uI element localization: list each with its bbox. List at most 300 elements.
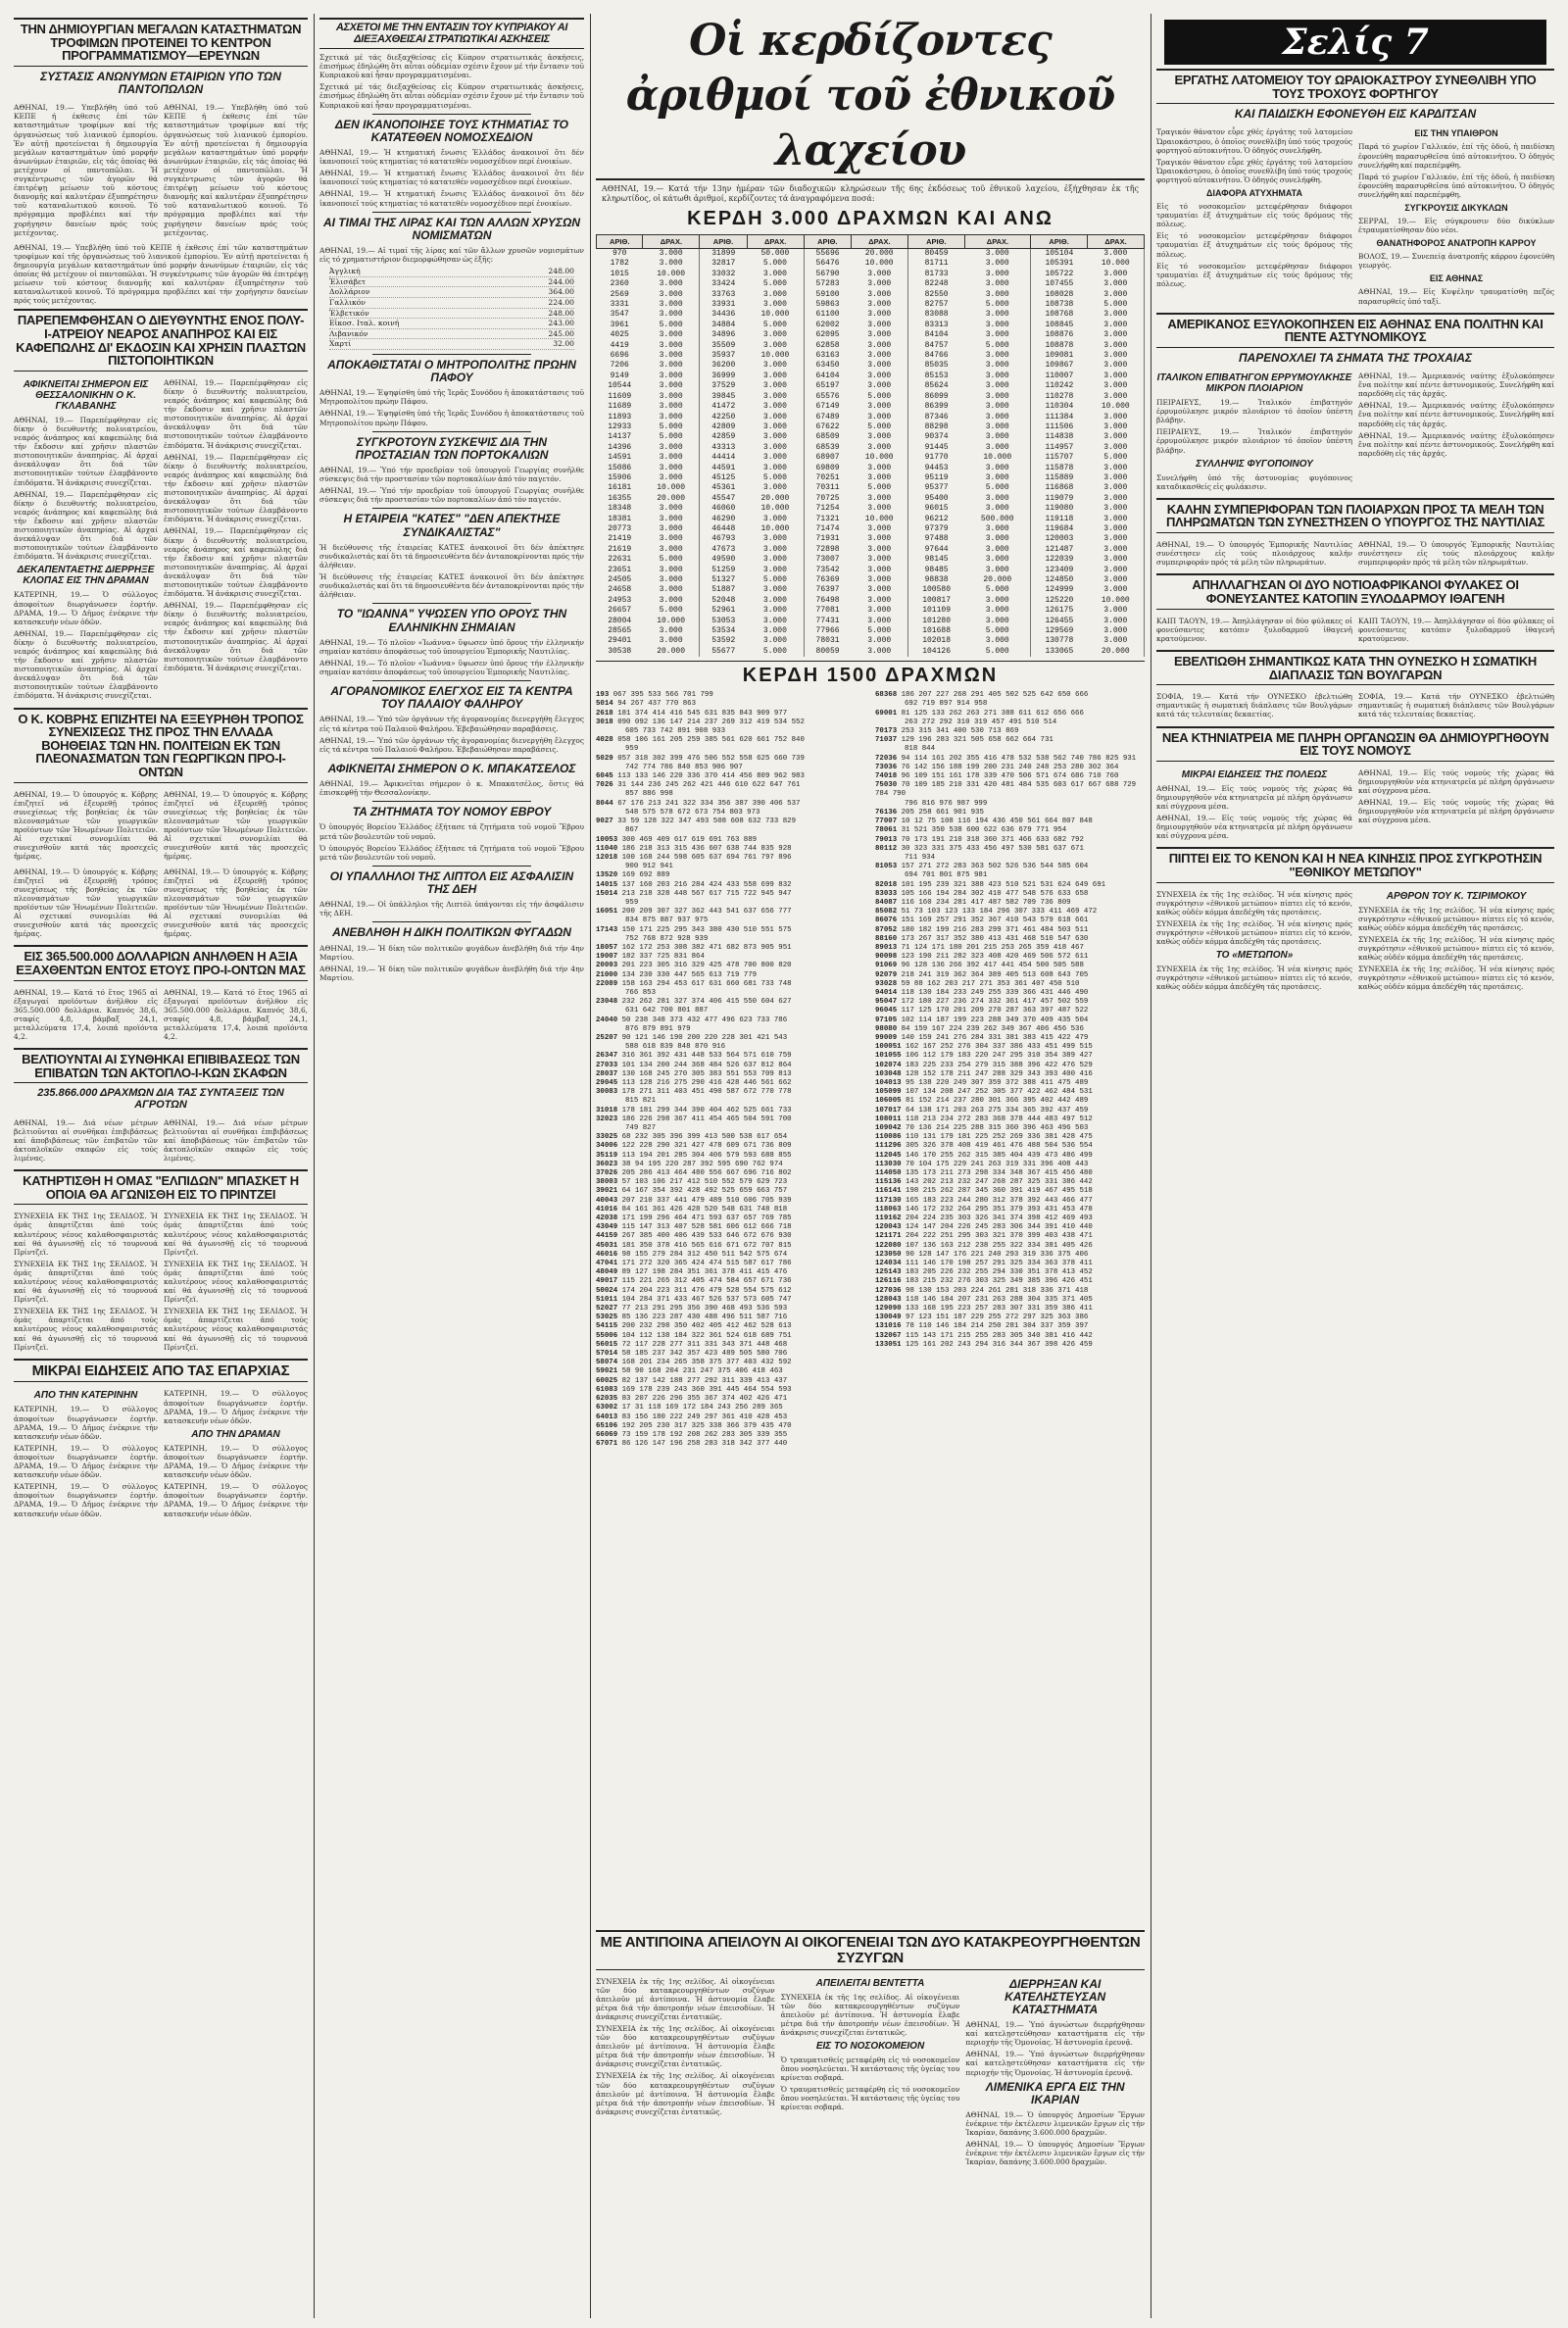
lottery-lead-number: 103048 xyxy=(875,1069,906,1078)
lottery-prize: 5.000 xyxy=(1088,300,1145,310)
lottery-prize: 3.000 xyxy=(643,300,700,310)
article-text: Σχετικά μέ τάς διεξαχθείσας εἰς Κύπρον στρατιωτικάς ἀσκήσεις, ἐπισήμως ἐδηλώθη ὅτι αὗται οὐδεμίαν σχέσιν ἔχουν μέ τήν ἔντασιν τοῦ Κυπριακοῦ καί ἦσαν προγραμματισμέναι. xyxy=(319,82,584,110)
lottery-endings: 151 169 257 291 352 367 410 543 579 618 661 xyxy=(901,916,1089,925)
table-row xyxy=(597,617,1145,626)
lottery-prize: 3.000 xyxy=(643,330,700,340)
lottery-number: 46290 xyxy=(711,514,736,523)
table-row xyxy=(597,647,1145,657)
lottery-number: 33032 xyxy=(711,269,736,278)
article-exports xyxy=(14,985,308,1045)
lottery-prize: 3.000 xyxy=(964,545,1030,555)
headline-national-front: ΠΙΠΤΕΙ ΕΙΣ ΤΟ ΚΕΝΟΝ ΚΑΙ Η ΝΕΑ ΚΙΝΗΣΙΣ ΠΡΟΣ ΣΥΓΚΡΟΤΗΣΙΝ "ΕΘΝΙΚΟΥ ΜΕΤΩΠΟΥ" xyxy=(1156,847,1554,882)
lottery-lead-number: 7026 xyxy=(596,781,618,790)
lottery-endings: 58 90 168 204 231 247 375 406 418 463 xyxy=(621,1367,783,1376)
table-row xyxy=(597,413,1145,422)
lottery-number: 85153 xyxy=(924,371,949,380)
lottery-endings: 106 112 179 183 220 247 295 310 354 389 427 xyxy=(906,1052,1093,1061)
lottery-prize: 3.000 xyxy=(964,443,1030,453)
lottery-number: 95400 xyxy=(924,493,949,503)
lottery-prize: 5.000 xyxy=(643,432,700,442)
list-item xyxy=(875,1296,1145,1305)
lottery-prize: 3.000 xyxy=(852,494,908,504)
list-item xyxy=(596,691,865,700)
lottery-number: 83313 xyxy=(924,320,949,329)
list-item xyxy=(875,1115,1145,1124)
lottery-endings: 113 194 201 285 304 406 579 593 688 855 xyxy=(621,1151,792,1160)
lottery-prize: 3.000 xyxy=(747,443,804,453)
lottery-endings: 711 934 xyxy=(905,853,936,862)
article-text: ΣΥΝΕΧΕΙΑ ἐκ τῆς 1ης σελίδος. Ἡ νέα κίνησις πρός συγκρότησιν «ἐθνικοῦ μετώπου» πίπτει εἰς τό κενόν, καθώς οὐδέν κόμμα ἀπεδέχθη τάς προτάσεις. xyxy=(1358,934,1554,963)
list-item xyxy=(875,1107,1145,1115)
headline-basketball: ΚΑΤΗΡΤΙΣΘΗ Η ΟΜΑΣ "ΕΛΠΙΔΩΝ" ΜΠΑΣΚΕΤ Η ΟΠΟΙΑ ΘΑ ΑΓΩΝΙΣΘΗ ΕΙΣ ΤΟ ΠΡΙΝΤΖΕΙ xyxy=(14,1169,308,1205)
subhead-katerini: ΑΠΟ ΤΗΝ ΚΑΤΕΡΙΝΗΝ xyxy=(33,1390,138,1402)
article-text: Ὁ ὑπουργός Βορείου Ἑλλάδος ἐξήτασε τά ζητήματα τοῦ νομοῦ Ἕβρου μετά τῶν βουλευτῶν τοῦ νομοῦ. xyxy=(319,843,584,862)
list-item xyxy=(596,727,865,736)
lottery-lead-number: 88160 xyxy=(875,934,902,943)
lottery-endings: 125 161 202 243 294 316 344 367 398 426 459 xyxy=(906,1340,1093,1349)
lottery-prize: 3.000 xyxy=(643,545,700,555)
lottery-number: 31899 xyxy=(711,249,736,258)
list-item xyxy=(875,718,1145,727)
lottery-number: 111384 xyxy=(1045,412,1074,421)
lottery-lead-number: 35119 xyxy=(596,1151,622,1160)
lottery-prize: 3.000 xyxy=(852,555,908,565)
list-item xyxy=(875,1169,1145,1178)
lottery-number: 122039 xyxy=(1045,555,1074,565)
article-text: ΑΘΗΝΑΙ, 19.— Ὁ ὑπουργός Δημοσίων Ἔργων ἐνέκρινε τήν ἐκτέλεσιν λιμενικῶν ἔργων εἰς τήν Ἰκαρίαν, δαπάνης 3.600.000 δραχμῶν. xyxy=(965,2140,1145,2167)
lottery-prize: 3.000 xyxy=(964,249,1030,260)
lottery-lead-number: 119162 xyxy=(875,1214,906,1223)
lottery-number: 81711 xyxy=(924,259,949,269)
headline-ioanna: ΤΟ "ΙΩΑΝΝΑ" ΥΨΩΣΕΝ ΥΠΟ ΟΡΟΥΣ ΤΗΝ ΕΛΛΗΝΙΚΗΝ ΣΗΜΑΙΑΝ xyxy=(336,607,567,634)
lottery-prize: 3.000 xyxy=(964,279,1030,289)
lottery-endings: 110 131 179 181 225 252 269 336 381 428 475 xyxy=(906,1133,1093,1142)
lottery-endings: 98 155 279 284 312 450 511 542 575 674 xyxy=(621,1250,788,1259)
list-item xyxy=(875,998,1145,1007)
lottery-endings: 146 172 232 264 295 351 379 393 431 453 478 xyxy=(906,1205,1093,1214)
lottery-endings: 115 147 313 407 528 581 606 612 666 718 xyxy=(621,1223,792,1232)
lottery-endings: 95 138 220 249 307 359 372 388 411 475 489 xyxy=(906,1078,1089,1087)
lottery-lead-number: 13520 xyxy=(596,871,622,880)
list-item xyxy=(875,710,1145,718)
lottery-number: 42859 xyxy=(711,432,736,442)
list-item xyxy=(875,1187,1145,1196)
lottery-number: 18348 xyxy=(608,504,632,514)
lottery-lead-number: 109042 xyxy=(875,1124,906,1132)
subhead-drama-theft: ΔΕΚΑΠΕΝΤΑΕΤΗΣ ΔΙΕΡΡΗΞΕ ΚΛΟΠΑΣ ΕΙΣ ΤΗΝ ΔΡΑΜΑΝ xyxy=(17,565,155,587)
lottery-prize: 3.000 xyxy=(852,575,908,585)
list-item xyxy=(875,1088,1145,1097)
lottery-endings: 78 110 146 184 214 250 281 304 337 359 397 xyxy=(906,1322,1089,1331)
lottery-endings: 090 092 136 147 214 237 269 312 419 534 552 xyxy=(617,718,805,726)
lottery-endings: 207 210 337 441 479 489 510 606 705 939 xyxy=(621,1196,792,1205)
bottom-center xyxy=(596,1926,1145,2318)
article-text: ΑΘΗΝΑΙ, 19.— Τό πλοῖον «Ἰωάννα» ὕψωσεν ὑπό ὅρους τήν ἑλληνικήν σημαίαν κατόπιν ἀποφάσεως τοῦ ὑπουργείου Ἐμπορικῆς Ναυτιλίας. xyxy=(319,637,584,656)
lottery-lead-number: 69001 xyxy=(875,709,902,718)
price-label: Ἐλισάβετ xyxy=(329,276,367,286)
lottery-prize: 3.000 xyxy=(643,361,700,371)
lottery-endings: 200 209 307 327 362 443 541 637 656 777 xyxy=(621,908,792,916)
lottery-prize: 3.000 xyxy=(964,330,1030,340)
lottery-prize: 10.000 xyxy=(1088,596,1145,606)
lottery-endings: 17 31 118 169 172 184 243 256 289 365 xyxy=(621,1404,783,1412)
table-row xyxy=(597,606,1145,616)
lottery-endings: 232 262 281 327 374 406 415 550 604 627 xyxy=(621,998,792,1007)
lottery-prize: 10.000 xyxy=(852,259,908,269)
subhead-grocers: ΣΥΣΤΑΣΙΣ ΑΝΩΝΥΜΩΝ ΕΤΑΙΡΙΩΝ ΥΠΟ ΤΩΝ ΠΑΝΤΟΠΩΛΩΝ xyxy=(40,69,281,97)
list-item xyxy=(596,1296,865,1305)
lottery-prize: 5.000 xyxy=(747,575,804,585)
lottery-number: 26657 xyxy=(608,606,632,616)
lottery-number: 115878 xyxy=(1045,463,1074,472)
lottery-endings: 752 768 872 928 939 xyxy=(625,934,709,943)
lottery-prize: 3.000 xyxy=(1088,524,1145,534)
article-kovris xyxy=(14,787,308,865)
lottery-prize: 3.000 xyxy=(747,330,804,340)
list-item xyxy=(596,935,865,944)
lottery-endings: 692 719 897 914 958 xyxy=(905,700,988,709)
lottery-endings: 116 160 234 281 417 487 582 709 736 809 xyxy=(901,898,1071,907)
article-text: ΠΕΙΡΑΙΕΥΣ, 19.— Ἰταλικόν ἐπιβατηγόν ἐρρυμούλκησε μικρόν πλοιάριον τό ὁποῖον ὑπέστη βλάβην. xyxy=(1156,398,1352,425)
lottery-prize: 3.000 xyxy=(964,555,1030,565)
lottery-prize: 20.000 xyxy=(643,494,700,504)
table-row xyxy=(597,494,1145,504)
lottery-lead-number: 54115 xyxy=(596,1322,622,1331)
list-item xyxy=(596,1287,865,1296)
lottery-endings: 111 146 170 198 257 291 325 334 363 378 411 xyxy=(906,1260,1093,1268)
lottery-lead-number: 20093 xyxy=(596,962,622,970)
lottery-prize: 3.000 xyxy=(643,381,700,391)
lottery-endings: 186 207 227 268 291 405 502 525 642 650 666 xyxy=(901,691,1089,700)
lottery-prize: 3.000 xyxy=(964,381,1030,391)
list-item xyxy=(596,980,865,989)
lottery-number: 71931 xyxy=(815,534,840,544)
lottery-endings: 959 xyxy=(625,745,639,754)
lottery-endings: 107 134 208 247 252 305 377 422 462 484 531 xyxy=(906,1088,1093,1097)
lottery-lead-number: 193 xyxy=(596,691,613,700)
lottery-prize: 5.000 xyxy=(643,555,700,565)
lottery-prize: 3.000 xyxy=(643,279,700,289)
lottery-lead-number: 48049 xyxy=(596,1268,622,1277)
lottery-endings: 31 521 350 538 600 622 636 679 771 954 xyxy=(901,826,1067,835)
lottery-lead-number: 74018 xyxy=(875,772,902,781)
lottery-prize: 3.000 xyxy=(1088,585,1145,595)
table-row xyxy=(597,432,1145,442)
article-text: ΣΥΝΕΧΕΙΑ ἐκ τῆς 1ης σελίδος. Αἱ οἰκογένειαι τῶν δύο κατακρεουργηθέντων συζύγων ἀπειλοῦν μέ ἀντίποινα. Ἡ ἀστυνομία ἔλαβε μέτρα διά τήν ἀποτροπήν νέων ἐπεισοδίων. Ἡ ἀνάκρισις συνεχίζεται ἐντατικῶς. xyxy=(596,2071,775,2116)
price-label: Λιβανικόν xyxy=(329,328,368,338)
lottery-lead-number: 60025 xyxy=(596,1376,622,1385)
lottery-endings: 253 315 341 400 530 713 869 xyxy=(901,727,1019,736)
lottery-prize: 3.000 xyxy=(747,483,804,493)
lottery-prize: 3.000 xyxy=(964,636,1030,646)
lottery-lead-number: 37026 xyxy=(596,1169,622,1178)
lottery-lead-number: 23048 xyxy=(596,998,622,1007)
lottery-number: 55677 xyxy=(711,646,736,656)
divider xyxy=(372,603,531,604)
lottery-prize: 3.000 xyxy=(964,270,1030,279)
lottery-lead-number: 125143 xyxy=(875,1268,906,1277)
article-text: ΑΘΗΝΑΙ, 19.— Υπεβλήθη ύπό τοῦ ΚΕΠΕ ή έκθεσις ἐπί τῶν καταστημάτων τροφίμων καί τῆς ὀργανώσεως τοῦ λιανικοῦ ἐμπορίου. Ἐν αὐτῇ προτείνεται ἡ δημιουργία μεγάλων καταστημάτων ὑπό μορφήν ἀνωνύμων ἑταιριῶν, εἰς τάς ὁποίας θά μετέχουν οἱ παντοπῶλαι. Ἡ συγκέντρωσις τῶν ἀγορῶν θά ἐπιτρέψῃ μείωσιν τοῦ κόστους διανομῆς καί καλυτέραν ἐξυπηρέτησιν τοῦ καταναλωτικοῦ κοινοῦ. Τό πρόγραμμα προβλέπει καί τήν χορήγησιν δανείων πρός τούς μετέχοντας. xyxy=(14,242,308,306)
list-item xyxy=(875,980,1145,989)
lottery-prize: 3.000 xyxy=(1088,249,1145,260)
lottery-lead-number: 118063 xyxy=(875,1205,906,1214)
subhead-vendetta: ΑΠΕΙΛΕΙΤΑΙ ΒΕΝΤΕΤΤΑ xyxy=(815,1977,925,1989)
lottery-lead-number: 98080 xyxy=(875,1024,902,1033)
lottery-lead-number: 32023 xyxy=(596,1114,622,1123)
article-clinic xyxy=(14,375,308,704)
article-text: ΑΘΗΝΑΙ, 19.— Ὑπό τῶν ὀργάνων τῆς ἀγορανομίας διενεργήθη ἔλεγχος εἰς τά κέντρα τοῦ Παλαιοῦ Φαλήρου. Ἐβεβαιώθησαν παραβάσεις. xyxy=(319,735,584,754)
list-item xyxy=(875,1251,1145,1260)
divider xyxy=(372,866,531,867)
list-item xyxy=(875,1052,1145,1061)
list-item xyxy=(875,1332,1145,1341)
lottery-prize: 3.000 xyxy=(852,534,908,544)
lottery-lead-number: 85082 xyxy=(875,908,902,916)
lottery-endings: 102 114 187 199 223 288 349 370 409 435 504 xyxy=(901,1015,1089,1024)
lottery-prize: 3.000 xyxy=(964,606,1030,616)
lottery-prize: 3.000 xyxy=(852,371,908,381)
article-text: ΚΑΤΕΡΙΝΗ, 19.— Ὁ σύλλογος ἀποφοίτων διωργάνωσεν ἑορτήν. ΔΡΑΜΑ, 19.— Ὁ Δῆμος ἐνέκρινε τήν κατασκευήν νέων ὁδῶν. xyxy=(14,1482,158,1518)
lottery-prize: 3.000 xyxy=(643,626,700,636)
lottery-number: 70311 xyxy=(815,483,840,493)
list-item xyxy=(875,962,1145,970)
lottery-number: 96212 xyxy=(924,514,949,523)
divider xyxy=(372,114,531,115)
lottery-prize: 5.000 xyxy=(964,341,1030,351)
list-item xyxy=(596,1161,865,1169)
lottery-endings: 796 816 976 987 999 xyxy=(905,799,988,808)
article-text: ΑΘΗΝΑΙ, 19.— Υπεβλήθη ύπό τοῦ ΚΕΠΕ ή έκθεσις ἐπί τῶν καταστημάτων τροφίμων καί τῆς ὀργανώσεως τοῦ λιανικοῦ ἐμπορίου. Ἐν αὐτῇ προτείνεται ἡ δημιουργία μεγάλων καταστημάτων ὑπό μορφήν ἀνωνύμων ἑταιριῶν, εἰς τάς ὁποίας θά μετέχουν οἱ παντοπῶλαι. Ἡ συγκέντρωσις τῶν ἀγορῶν θά ἐπιτρέψῃ μείωσιν τοῦ κόστους διανομῆς καί καλυτέραν ἐξυπηρέτησιν τοῦ καταναλωτικοῦ κοινοῦ. Τό πρόγραμμα προβλέπει καί τήν χορήγησιν δανείων πρός τούς μετέχοντας. xyxy=(14,103,158,237)
lottery-number: 53053 xyxy=(711,616,736,625)
lottery-prize: 3.000 xyxy=(643,310,700,320)
lottery-lead-number: 10053 xyxy=(596,835,622,844)
lottery-endings: 162 167 252 276 304 337 386 433 451 499 515 xyxy=(906,1043,1093,1052)
lottery-number: 84766 xyxy=(924,351,949,361)
lottery-lead-number: 43049 xyxy=(596,1223,622,1232)
article-text: ΑΘΗΝΑΙ, 19.— Ὑπό τήν προεδρίαν τοῦ ὑπουργοῦ Γεωργίας συνῆλθε σύσκεψις διά τήν προστασίαν τῶν πορτοκαλίων ἀπό τόν παγετόν. xyxy=(319,466,584,484)
lottery-number: 24505 xyxy=(608,575,632,584)
lottery-lead-number: 130049 xyxy=(875,1313,906,1322)
list-item xyxy=(596,1413,865,1422)
lottery-prize: 5.000 xyxy=(643,606,700,616)
lottery-prize: 3.000 xyxy=(1088,413,1145,422)
lottery-lead-number: 25207 xyxy=(596,1033,622,1042)
lottery-number: 95119 xyxy=(924,472,949,482)
lottery-lead-number: 26347 xyxy=(596,1052,622,1061)
lottery-lead-number: 22089 xyxy=(596,979,622,988)
article-text: ΣΥΝΕΧΕΙΑ ἐκ τῆς 1ης σελίδος. Αἱ οἰκογένειαι τῶν δύο κατακρεουργηθέντων συζύγων ἀπειλοῦν μέ ἀντίποινα. Ἡ ἀστυνομία ἔλαβε μέτρα διά τήν ἀποτροπήν νέων ἐπεισοδίων. Ἡ ἀνάκρισις συνεχίζεται ἐντατικῶς. xyxy=(780,1992,960,2037)
lottery-lead-number: 129090 xyxy=(875,1305,906,1313)
article-text: ΣΥΝΕΧΕΙΑ ἐκ τῆς 1ης σελίδος. Αἱ οἰκογένειαι τῶν δύο κατακρεουργηθέντων συζύγων ἀπειλοῦν μέ ἀντίποινα. Ἡ ἀστυνομία ἔλαβε μέτρα διά τήν ἀποτροπήν νέων ἐπεισοδίων. Ἡ ἀνάκρισις συνεχίζεται ἐντατικῶς. xyxy=(596,2023,775,2069)
table-row xyxy=(597,515,1145,524)
lottery-number: 64104 xyxy=(815,371,840,380)
lottery-number: 126455 xyxy=(1045,616,1074,625)
article-basketball xyxy=(14,1209,308,1354)
list-item xyxy=(596,1070,865,1079)
lottery-lead-number: 49017 xyxy=(596,1277,622,1286)
table-row xyxy=(597,310,1145,320)
headline-oranges: ΣΥΓΚΡΟΤΟΥΝ ΣΥΣΚΕΨΙΣ ΔΙΑ ΤΗΝ ΠΡΟΣΤΑΣΙΑΝ ΤΩΝ ΠΟΡΤΟΚΑΛΙΩΝ xyxy=(355,434,549,462)
lottery-lead-number: 104013 xyxy=(875,1078,906,1087)
list-item xyxy=(596,1242,865,1251)
lottery-endings: 81 152 214 237 280 301 366 395 402 442 489 xyxy=(906,1097,1089,1106)
list-item xyxy=(875,1341,1145,1350)
lottery-prize: 3.000 xyxy=(852,464,908,473)
lottery-prize: 5.000 xyxy=(852,626,908,636)
lottery-prize: 3.000 xyxy=(747,515,804,524)
lottery-prize: 3.000 xyxy=(852,443,908,453)
list-item xyxy=(875,1223,1145,1232)
lottery-prize: 3.000 xyxy=(1088,341,1145,351)
lottery-endings: 58 185 237 342 357 423 489 505 580 706 xyxy=(621,1350,788,1359)
list-item xyxy=(596,1133,865,1142)
lottery-number: 41472 xyxy=(711,402,736,412)
lottery-number: 119684 xyxy=(1045,523,1074,533)
lottery-number: 125220 xyxy=(1045,595,1074,605)
lottery-prize: 3.000 xyxy=(1088,534,1145,544)
article-text: ΑΘΗΝΑΙ, 19.— Ὁ ὑπουργός κ. Κόβρης ἐπιζητεῖ νά ἐξευρεθῇ τρόπος συνεχίσεως τῆς βοηθείας ἐκ τῶν πλεονασμάτων τῶν γεωργικῶν προϊόντων τῶν Ἡνωμένων Πολιτειῶν. Αἱ σχετικαί συνομιλίαι θά συνεχισθοῦν κατά τάς προσεχεῖς ἡμέρας. xyxy=(164,867,308,939)
article-text: ΑΘΗΝΑΙ, 19.— Ἀμερικανός ναύτης ἐξυλοκόπησεν ἕνα πολίτην καί πέντε ἀστυνομικούς. Συνελήφθη καί παρεδόθη εἰς τάς ἀρχάς. xyxy=(1358,401,1554,428)
lottery-number: 88298 xyxy=(924,421,949,431)
price-value: 32.00 xyxy=(553,339,574,349)
article-text: ΑΘΗΝΑΙ, 19.— Ὁ ὑπουργός κ. Κόβρης ἐπιζητεῖ νά ἐξευρεθῇ τρόπος συνεχίσεως τῆς βοηθείας ἐκ τῶν πλεονασμάτων τῶν γεωργικῶν προϊόντων τῶν Ἡνωμένων Πολιτειῶν. Αἱ σχετικαί συνομιλίαι θά συνεχισθοῦν κατά τάς προσεχεῖς ἡμέρας. xyxy=(14,789,158,862)
lottery-endings: 96 109 151 161 178 339 470 506 571 674 686 710 760 xyxy=(901,772,1119,781)
headline-reprisals: ΜΕ ΑΝΤΙΠΟΙΝΑ ΑΠΕΙΛΟΥΝ ΑΙ ΟΙΚΟΓΕΝΕΙΑΙ ΤΩΝ ΔΥΟ ΚΑΤΑΚΡΕΟΥΡΓΗΘΕΝΤΩΝ ΣΥΖΥΓΩΝ xyxy=(596,1930,1145,1970)
lottery-prize: 3.000 xyxy=(1088,636,1145,646)
list-item xyxy=(596,1062,865,1070)
table-row xyxy=(597,524,1145,534)
lottery-endings: 181 374 414 416 545 631 835 843 909 977 xyxy=(617,709,788,718)
article-text: ΑΘΗΝΑΙ, 19.— Ὁ ὑπουργός Ἐμπορικῆς Ναυτιλίας συνέστησεν εἰς τούς πλοιάρχους καλήν συμπεριφοράν πρός τά μέλη τῶν πληρωμάτων. xyxy=(1156,540,1352,568)
lottery-endings: 173 267 317 352 380 413 431 468 510 547 630 xyxy=(901,934,1089,943)
lottery-prize: 20.000 xyxy=(852,249,908,260)
lottery-number: 97644 xyxy=(924,544,949,554)
list-item xyxy=(875,736,1145,745)
lottery-prize: 3.000 xyxy=(964,473,1030,483)
list-item xyxy=(596,1178,865,1187)
lottery-endings: 59 88 162 203 217 271 353 361 407 450 510 xyxy=(901,979,1080,988)
lottery-number: 32817 xyxy=(711,259,736,269)
lottery-number: 67489 xyxy=(815,412,840,421)
lottery-number: 3547 xyxy=(610,310,629,320)
lottery-prize: 3.000 xyxy=(1088,422,1145,432)
lottery-endings: 834 875 887 937 975 xyxy=(625,916,709,925)
lottery-prize: 3.000 xyxy=(852,381,908,391)
lottery-lead-number: 120043 xyxy=(875,1223,906,1232)
lottery-number: 2360 xyxy=(610,279,629,289)
lottery-number: 81733 xyxy=(924,269,949,278)
lottery-prize: 3.000 xyxy=(852,636,908,646)
lottery-endings: 122 228 290 321 427 478 609 671 736 809 xyxy=(621,1142,792,1151)
headline-burglary: ΔΙΕΡΡΗΞΑΝ ΚΑΙ ΚΑΤΕΛΗΣΤΕΥΣΑΝ ΚΑΤΑΣΤΗΜΑΤΑ xyxy=(1004,1976,1106,2016)
article-text: ΑΘΗΝΑΙ, 19.— Παρεπέμφθησαν εἰς δίκην ὁ διευθυντής πολυιατρείου, νεαρός ἀνάπηρος καί καφεπώλης διά τήν ἔκδοσιν καί χρῆσιν πλαστῶν πιστοποιητικῶν ἀναπηρίας. Αἱ ἀρχαί ἀνεκάλυψαν ὅτι διά τῶν πιστοποιητικῶν τούτων ἐλαμβάνοντο ἐπιδόματα. Ἡ ἀνάκρισις συνεχίζεται. xyxy=(164,452,308,524)
lottery-number: 4419 xyxy=(610,340,629,350)
lottery-number: 52961 xyxy=(711,606,736,616)
lottery-endings: 84 161 361 426 428 520 548 631 748 818 xyxy=(621,1205,788,1214)
lottery-prize: 3.000 xyxy=(643,259,700,269)
lottery-masthead: Οἱ κερδίζοντες ἀριθμοί τοῦ ἐθνικοῦ λαχείου xyxy=(596,14,1145,180)
article-text: ΣΥΝΕΧΕΙΑ ἐκ τῆς 1ης σελίδος. Ἡ νέα κίνησις πρός συγκρότησιν «ἐθνικοῦ μετώπου» πίπτει εἰς τό κενόν, καθώς οὐδέν κόμμα ἀπεδέχθη τάς προτάσεις. xyxy=(1156,918,1352,947)
lottery-table-header xyxy=(597,235,1145,249)
lottery-prize: 3.000 xyxy=(852,310,908,320)
lottery-number: 82550 xyxy=(924,289,949,299)
divider xyxy=(372,354,531,355)
lottery-number: 63163 xyxy=(815,351,840,361)
lottery-lead-number: 115136 xyxy=(875,1178,906,1187)
list-item xyxy=(596,953,865,962)
price-label: Δολλάριον xyxy=(329,287,370,297)
list-item xyxy=(596,863,865,871)
lottery-prize: 50.000 xyxy=(747,249,804,260)
lottery-prize: 5.000 xyxy=(964,300,1030,310)
lottery-lead-number: 39021 xyxy=(596,1187,622,1196)
lottery-number: 1015 xyxy=(610,269,629,278)
lottery-prize: 3.000 xyxy=(1088,371,1145,381)
list-item xyxy=(875,1322,1145,1331)
article-south-africa xyxy=(1156,614,1554,646)
list-item xyxy=(596,764,865,772)
lottery-endings: 183 215 232 276 303 325 349 385 396 426 451 xyxy=(906,1277,1093,1286)
list-item xyxy=(875,890,1145,899)
lottery-lead-number: 3018 xyxy=(596,718,618,726)
lottery-column-header: ΑΡΙΘ. xyxy=(804,235,851,249)
article-text: Εἰς τό νοσοκομεῖον μετεφέρθησαν διάφοροι τραυματίαι ἐξ ἀτυχημάτων εἰς τούς δρόμους τῆς πόλεως. xyxy=(1156,261,1352,288)
lottery-endings: 89 127 198 284 351 361 378 411 415 476 xyxy=(621,1268,788,1277)
lottery-prize: 3.000 xyxy=(852,300,908,310)
lottery-number: 71254 xyxy=(815,504,840,514)
lottery-number: 12933 xyxy=(608,421,632,431)
lottery-prize: 3.000 xyxy=(852,647,908,657)
lottery-endings: 31 144 236 245 262 421 446 610 622 647 761 xyxy=(617,781,801,790)
lottery-number: 65197 xyxy=(815,381,840,391)
lottery-endings: 316 361 392 431 448 533 564 571 610 759 xyxy=(621,1052,792,1061)
lottery-1500-lists xyxy=(596,691,1145,1449)
lottery-endings: 178 181 299 344 390 404 462 525 661 733 xyxy=(621,1106,792,1114)
article-text: ΑΘΗΝΑΙ, 19.— Ἐψηφίσθη ὑπό τῆς Ἱερᾶς Συνόδου ἡ ἀποκατάστασις τοῦ Μητροπολίτου πρώην Πάφου. xyxy=(319,388,584,407)
lottery-number: 34896 xyxy=(711,330,736,340)
lottery-prize: 5.000 xyxy=(1088,453,1145,463)
lottery-number: 56790 xyxy=(815,269,840,278)
list-item xyxy=(875,1161,1145,1169)
divider xyxy=(372,508,531,509)
lottery-prize: 10.000 xyxy=(643,617,700,626)
list-item xyxy=(596,899,865,908)
lottery-lead-number: 106005 xyxy=(875,1097,906,1106)
lottery-endings: 118 130 184 233 249 255 339 366 431 446 490 xyxy=(901,988,1089,997)
lottery-number: 15086 xyxy=(608,463,632,472)
lottery-prize: 3.000 xyxy=(1088,483,1145,493)
lottery-lead-number: 90098 xyxy=(875,953,902,962)
lottery-number: 59863 xyxy=(815,300,840,310)
lottery-lead-number: 30083 xyxy=(596,1088,622,1097)
lottery-number: 33931 xyxy=(711,300,736,310)
lottery-endings: 742 774 786 840 853 906 907 xyxy=(625,763,743,771)
lottery-number: 22631 xyxy=(608,555,632,565)
lottery-number: 98838 xyxy=(924,575,949,584)
lottery-number: 3961 xyxy=(610,320,629,329)
lottery-lead-number: 86076 xyxy=(875,916,902,925)
table-row xyxy=(597,555,1145,565)
lottery-number: 101280 xyxy=(922,616,951,625)
lottery-prize: 3.000 xyxy=(852,473,908,483)
article-kovris-cont xyxy=(14,865,308,942)
list-item xyxy=(875,745,1145,754)
lottery-prize: 3.000 xyxy=(643,473,700,483)
lottery-endings: 181 350 378 416 565 616 671 672 707 815 xyxy=(621,1241,792,1250)
article-text: ΣΥΝΕΧΕΙΑ ΕΚ ΤΗΣ 1ης ΣΕΛΙΔΟΣ. Ἡ ὁμάς ἀπαρτίζεται ἀπό τούς καλυτέρους νέους καλαθοσφαιριστάς καί θά ἀγωνισθῇ εἰς τό τουρνουά Πρίντζεϊ. xyxy=(164,1259,308,1305)
lottery-number: 14396 xyxy=(608,442,632,452)
lottery-endings: 90 128 147 176 221 240 293 319 336 375 406 xyxy=(906,1250,1089,1259)
